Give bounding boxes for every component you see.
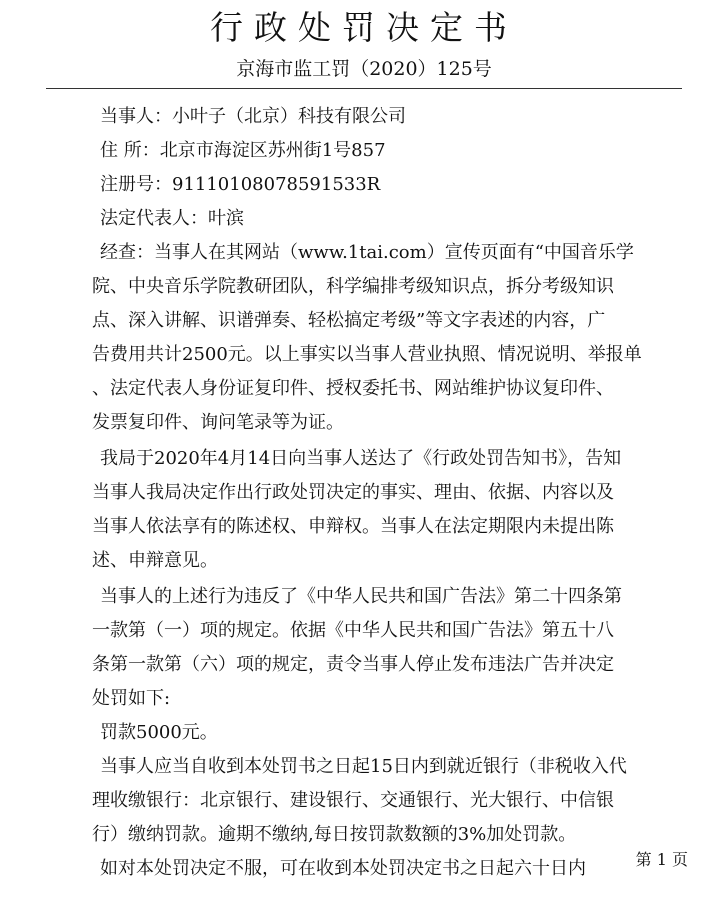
paragraph-line: 处罚如下:	[92, 688, 171, 709]
paragraph-line: 行）缴纳罚款。逾期不缴纳,每日按罚款数额的3%加处罚款。	[92, 824, 577, 845]
payment-paragraph	[92, 750, 692, 852]
paragraph-line: 点、深入讲解、识谱弹奏、轻松搞定考级”等文字表述的内容，广	[92, 310, 606, 331]
notice-paragraph	[92, 442, 692, 578]
paragraph-line: 、法定代表人身份证复印件、授权委托书、网站维护协议复印件、	[92, 378, 614, 399]
paragraph-line: 告费用共计2500元。以上事实以当事人营业执照、情况说明、举报单	[92, 344, 642, 365]
party-representative-label: 法定代表人：	[100, 208, 208, 229]
paragraph-line: 理收缴银行：北京银行、建设银行、交通银行、光大银行、中信银	[92, 790, 614, 811]
appeal-paragraph	[92, 852, 692, 886]
paragraph-line: 发票复印件、询问笔录等为证。	[92, 412, 344, 433]
party-address-value: 北京市海淀区苏州街1号857	[159, 140, 386, 161]
party-info	[92, 100, 692, 236]
paragraph-line: 当事人我局决定作出行政处罚决定的事实、理由、依据、内容以及	[92, 482, 614, 503]
paragraph-line: 当事人的上述行为违反了《中华人民共和国广告法》第二十四条第	[100, 586, 622, 607]
document-body	[92, 100, 692, 886]
paragraph-line: 条第一款第（六）项的规定，责令当事人停止发布违法广告并决定	[92, 654, 614, 675]
paragraph-line: 一款第（一）项的规定。依据《中华人民共和国广告法》第五十八	[92, 620, 614, 641]
penalty-paragraph	[92, 716, 692, 750]
investigation-paragraph	[92, 236, 692, 440]
paragraph-line: 院、中央音乐学院教研团队，科学编排考级知识点，拆分考级知识	[92, 276, 614, 297]
header-divider	[46, 88, 682, 89]
paragraph-line: 当事人依法享有的陈述权、申辩权。当事人在法定期限内未提出陈	[92, 516, 614, 537]
paragraph-line: 我局于2020年4月14日向当事人送达了《行政处罚告知书》，告知	[100, 448, 622, 469]
party-representative-value: 叶滨	[208, 208, 244, 229]
paragraph-line: 述、申辩意见。	[92, 550, 218, 571]
penalty-line: 罚款5000元。	[100, 722, 218, 743]
party-address-label: 住 所：	[100, 140, 160, 161]
party-name-line	[92, 100, 692, 134]
document-title: 行政处罚决定书	[210, 8, 518, 47]
paragraph-line: 如对本处罚决定不服，可在收到本处罚决定书之日起六十日内	[100, 858, 586, 879]
party-representative-line	[92, 202, 692, 236]
party-registration-label: 注册号：	[100, 174, 172, 195]
party-name-value: 小叶子（北京）科技有限公司	[172, 106, 406, 127]
party-registration-line	[92, 168, 692, 202]
paragraph-line: 当事人应当自收到本处罚书之日起15日内到就近银行（非税收入代	[100, 756, 627, 777]
party-registration-value: 91110108078591533R	[172, 174, 381, 195]
page-number: 第 1 页	[635, 850, 688, 869]
violation-paragraph	[92, 580, 692, 716]
document-number: 京海市监工罚（2020）125号	[236, 58, 492, 80]
party-name-label: 当事人：	[100, 106, 172, 127]
paragraph-line: 经查：当事人在其网站（www.1tai.com）宣传页面有“中国音乐学	[100, 242, 634, 263]
party-address-line	[92, 134, 692, 168]
